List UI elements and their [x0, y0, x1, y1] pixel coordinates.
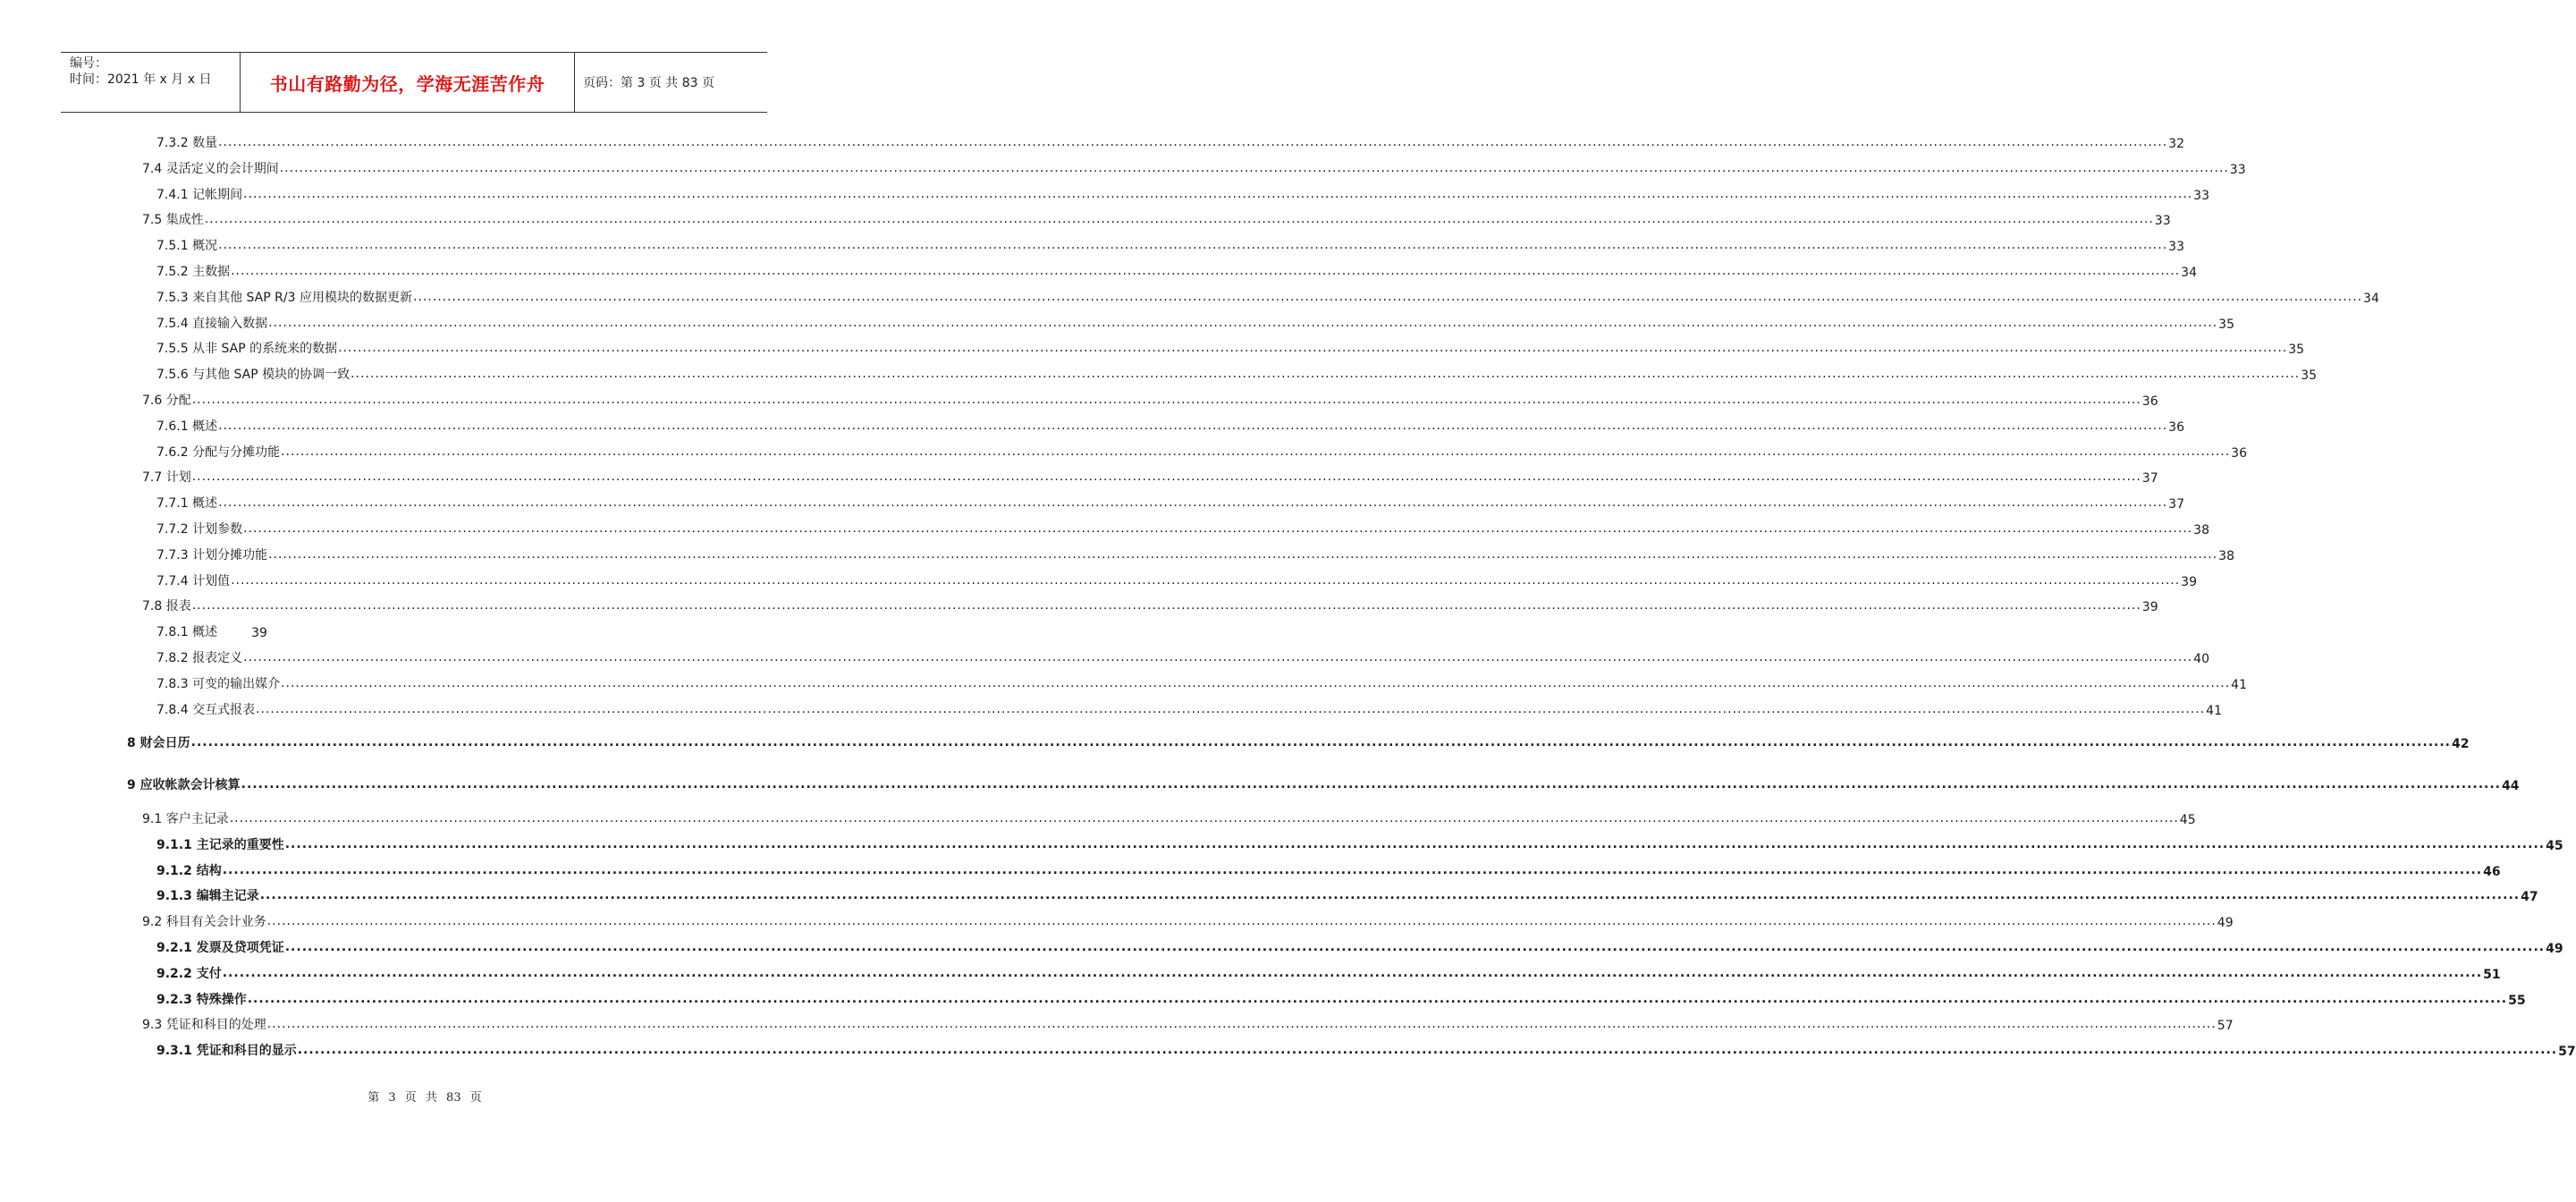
toc-entry-title: 7.5.2 主数据 — [156, 265, 231, 279]
toc-entry[interactable] — [142, 159, 2246, 177]
toc-entry-page: 38 — [2218, 549, 2234, 563]
toc-entry-title: 7.8 报表 — [142, 599, 191, 614]
toc-entry-title: 7.8.3 可变的输出媒介 — [156, 677, 281, 691]
toc-entry-title: 9.2.1 发票及贷项凭证 — [156, 941, 284, 955]
toc-entry-page: 35 — [2301, 368, 2318, 383]
toc-entry[interactable] — [156, 648, 2209, 666]
toc-dot-leader: ................................................................................................................................................................................................................................................................................................................................................................................................................ — [256, 702, 2206, 716]
toc-entry[interactable] — [142, 210, 2171, 228]
toc-entry-title: 7.5.6 与其他 SAP 模块的协调一致 — [156, 368, 351, 382]
toc-entry-title: 7.8.1 概述 — [156, 625, 218, 639]
toc-entry-page: 39 — [251, 626, 267, 640]
toc-dot-leader: ................................................................................................................................................................................................................................................................................................................................................................................................................ — [218, 238, 2168, 252]
toc-entry[interactable] — [156, 861, 2501, 879]
toc-entry[interactable] — [156, 546, 2234, 563]
toc-dot-leader: ................................................................................................................................................................................................................................................................................................................................................................................................................ — [247, 992, 2508, 1006]
toc-entry-page: 47 — [2521, 890, 2538, 904]
toc-entry-page: 33 — [2168, 240, 2184, 254]
toc-entry-page: 33 — [2193, 189, 2209, 203]
toc-dot-leader: ................................................................................................................................................................................................................................................................................................................................................................................................................ — [266, 914, 2217, 928]
toc-entry[interactable] — [156, 314, 2234, 332]
toc-dot-leader: ................................................................................................................................................................................................................................................................................................................................................................................................................ — [191, 470, 2141, 484]
toc-entry[interactable] — [156, 262, 2197, 280]
toc-entry-title: 7.7.4 计划值 — [156, 574, 231, 588]
toc-entry-page: 35 — [2288, 343, 2305, 357]
toc-entry-title: 7.6.1 概述 — [156, 419, 218, 434]
toc-entry-page: 38 — [2193, 523, 2209, 538]
toc-dot-leader: ................................................................................................................................................................................................................................................................................................................................................................................................................ — [231, 264, 2181, 278]
toc-dot-leader: ................................................................................................................................................................................................................................................................................................................................................................................................................ — [284, 940, 2546, 954]
toc-entry[interactable] — [156, 365, 2318, 383]
toc-entry-page: 49 — [2217, 916, 2234, 930]
toc-entry[interactable] — [156, 886, 2538, 904]
toc-entry-title: 7.5.5 从非 SAP 的系统来的数据 — [156, 342, 338, 356]
toc-entry[interactable] — [156, 1041, 2576, 1059]
toc-entry-title: 7.8.4 交互式报表 — [156, 703, 256, 717]
header-motto: 书山有路勤为径，学海无涯苦作舟 — [269, 72, 545, 95]
toc-entry-page: 37 — [2168, 497, 2184, 512]
toc-entry[interactable] — [142, 391, 2158, 409]
toc-dot-leader: ................................................................................................................................................................................................................................................................................................................................................................................................................ — [231, 573, 2181, 588]
toc-entry-title: 9 应收帐款会计核算 — [127, 778, 241, 792]
toc-dot-leader: ................................................................................................................................................................................................................................................................................................................................................................................................................ — [259, 888, 2521, 902]
toc-entry-title: 7.4 灵活定义的会计期间 — [142, 162, 279, 176]
toc-entry-page: 45 — [2179, 813, 2196, 827]
toc-entry-title: 9.1 客户主记录 — [142, 812, 229, 826]
toc-dot-leader: ................................................................................................................................................................................................................................................................................................................................................................................................................ — [338, 341, 2288, 355]
toc-dot-leader: ................................................................................................................................................................................................................................................................................................................................................................................................................ — [243, 650, 2193, 664]
toc-entry-title: 9.1.2 结构 — [156, 864, 222, 878]
toc-entry[interactable] — [156, 964, 2501, 982]
toc-entry[interactable] — [156, 520, 2209, 538]
toc-dot-leader: ................................................................................................................................................................................................................................................................................................................................................................................................................ — [229, 811, 2179, 825]
toc-dot-leader: ................................................................................................................................................................................................................................................................................................................................................................................................................ — [191, 393, 2141, 407]
toc-entry[interactable] — [142, 912, 2234, 930]
document-date: 时间：2021 年 x 月 x 日 — [70, 72, 212, 87]
toc-entry-page: 55 — [2508, 994, 2526, 1008]
toc-dot-leader: ................................................................................................................................................................................................................................................................................................................................................................................................................ — [243, 187, 2193, 201]
toc-entry[interactable] — [142, 468, 2158, 486]
toc-entry[interactable] — [127, 775, 2520, 793]
toc-entry[interactable] — [156, 133, 2184, 151]
toc-entry-title: 9.2 科目有关会计业务 — [142, 915, 266, 929]
toc-entry-title: 7.8.2 报表定义 — [156, 651, 243, 665]
toc-dot-leader: ................................................................................................................................................................................................................................................................................................................................................................................................................ — [241, 777, 2501, 791]
toc-entry[interactable] — [156, 443, 2247, 461]
toc-entry-title: 8 财会日历 — [127, 736, 190, 750]
toc-entry-title: 9.2.2 支付 — [156, 967, 222, 981]
toc-entry-page: 36 — [2141, 394, 2158, 409]
toc-dot-leader: ................................................................................................................................................................................................................................................................................................................................................................................................................ — [351, 367, 2301, 381]
toc-entry-page: 44 — [2501, 779, 2520, 793]
toc-entry-title: 7.6 分配 — [142, 394, 191, 408]
toc-entry[interactable] — [127, 733, 2470, 751]
toc-entry[interactable] — [156, 835, 2563, 853]
toc-entry-page: 37 — [2141, 471, 2158, 486]
toc-entry[interactable] — [156, 288, 2379, 306]
toc-entry[interactable] — [156, 938, 2563, 956]
toc-entry-title: 7.7.2 计划参数 — [156, 522, 243, 537]
page-header — [61, 52, 767, 113]
toc-dot-leader: ................................................................................................................................................................................................................................................................................................................................................................................................................ — [279, 161, 2229, 175]
toc-entry-title: 7.7.3 计划分摊功能 — [156, 548, 268, 563]
toc-entry-title: 9.1.1 主记录的重要性 — [156, 838, 284, 852]
toc-entry-title: 7.5 集成性 — [142, 213, 204, 227]
toc-dot-leader: ................................................................................................................................................................................................................................................................................................................................................................................................................ — [243, 521, 2193, 536]
toc-entry-page: 32 — [2168, 137, 2184, 151]
toc-dot-leader: ................................................................................................................................................................................................................................................................................................................................................................................................................ — [218, 495, 2168, 510]
toc-dot-leader: ................................................................................................................................................................................................................................................................................................................................................................................................................ — [412, 290, 2363, 304]
toc-entry-title: 7.7.1 概述 — [156, 496, 218, 511]
toc-entry-title: 7.6.2 分配与分摊功能 — [156, 445, 281, 460]
toc-entry-page: 42 — [2451, 737, 2470, 751]
header-page-info: 页码：第 3 页 共 83 页 — [583, 76, 714, 90]
toc-dot-leader: ................................................................................................................................................................................................................................................................................................................................................................................................................ — [190, 735, 2451, 749]
document-number-label: 编号： — [70, 56, 107, 71]
toc-entry-title: 9.3 凭证和科目的处理 — [142, 1018, 266, 1032]
toc-entry[interactable] — [142, 1015, 2234, 1033]
toc-dot-leader: ................................................................................................................................................................................................................................................................................................................................................................................................................ — [268, 316, 2218, 330]
toc-entry-page: 41 — [2231, 678, 2247, 692]
toc-entry[interactable] — [156, 622, 267, 640]
toc-dot-leader: ................................................................................................................................................................................................................................................................................................................................................................................................................ — [266, 1017, 2217, 1031]
toc-entry-page: 46 — [2483, 865, 2501, 879]
toc-dot-leader: ................................................................................................................................................................................................................................................................................................................................................................................................................ — [218, 135, 2168, 149]
toc-entry-title: 7.4.1 记帐期间 — [156, 188, 243, 202]
toc-entry-page: 34 — [2181, 266, 2197, 280]
toc-entry-title: 9.2.3 特殊操作 — [156, 993, 247, 1007]
toc-entry[interactable] — [156, 339, 2305, 357]
toc-dot-leader: ................................................................................................................................................................................................................................................................................................................................................................................................................ — [281, 676, 2231, 690]
toc-entry-page: 39 — [2181, 575, 2197, 589]
toc-entry-title: 7.7 计划 — [142, 470, 191, 485]
toc-entry-title: 7.3.2 数量 — [156, 136, 218, 150]
toc-entry[interactable] — [156, 185, 2209, 203]
toc-entry-page: 57 — [2558, 1045, 2576, 1059]
toc-entry-page: 45 — [2546, 839, 2563, 853]
toc-dot-leader: ................................................................................................................................................................................................................................................................................................................................................................................................................ — [218, 419, 2168, 433]
toc-entry[interactable] — [156, 571, 2197, 589]
toc-entry-page: 57 — [2217, 1019, 2234, 1033]
toc-entry-page: 39 — [2141, 600, 2158, 614]
toc-entry-title: 7.5.1 概况 — [156, 239, 218, 253]
toc-dot-leader: ................................................................................................................................................................................................................................................................................................................................................................................................................ — [191, 598, 2141, 613]
toc-entry[interactable] — [156, 990, 2526, 1008]
toc-entry-title: 9.3.1 凭证和科目的显示 — [156, 1044, 297, 1058]
header-motto-cell — [241, 53, 575, 112]
toc-entry-title: 7.5.4 直接输入数据 — [156, 317, 268, 331]
toc-entry-page: 33 — [2229, 163, 2246, 177]
toc-entry[interactable] — [156, 700, 2222, 718]
toc-entry-title: 7.5.3 来自其他 SAP R/3 应用模块的数据更新 — [156, 291, 412, 305]
toc-entry-page: 33 — [2154, 214, 2171, 228]
toc-entry-page: 35 — [2218, 317, 2234, 332]
toc-dot-leader: ................................................................................................................................................................................................................................................................................................................................................................................................................ — [222, 966, 2483, 980]
toc-entry[interactable] — [156, 674, 2247, 692]
toc-entry-page: 40 — [2193, 652, 2209, 666]
toc-entry[interactable] — [156, 494, 2184, 512]
toc-entry[interactable] — [142, 809, 2196, 827]
toc-entry-page: 34 — [2363, 292, 2379, 306]
toc-dot-leader: ................................................................................................................................................................................................................................................................................................................................................................................................................ — [281, 444, 2231, 459]
toc-entry-title: 9.1.3 编辑主记录 — [156, 889, 259, 903]
toc-entry-page: 36 — [2231, 446, 2247, 461]
toc-dot-leader: ................................................................................................................................................................................................................................................................................................................................................................................................................ — [297, 1043, 2558, 1057]
toc-entry-page: 41 — [2206, 704, 2222, 718]
toc-dot-leader: ................................................................................................................................................................................................................................................................................................................................................................................................................ — [284, 837, 2546, 851]
toc-entry-page: 49 — [2546, 942, 2563, 956]
toc-entry[interactable] — [156, 417, 2184, 435]
toc-dot-leader: ................................................................................................................................................................................................................................................................................................................................................................................................................ — [222, 863, 2483, 877]
toc-entry[interactable] — [142, 597, 2158, 614]
page-footer: 第 3 页 共 83 页 — [367, 1091, 482, 1105]
toc-entry-page: 36 — [2168, 420, 2184, 435]
toc-dot-leader: ................................................................................................................................................................................................................................................................................................................................................................................................................ — [204, 212, 2154, 226]
toc-entry-page: 51 — [2483, 968, 2501, 982]
toc-dot-leader: ................................................................................................................................................................................................................................................................................................................................................................................................................ — [268, 547, 2218, 562]
header-meta — [61, 53, 241, 112]
toc-entry[interactable] — [156, 236, 2184, 254]
